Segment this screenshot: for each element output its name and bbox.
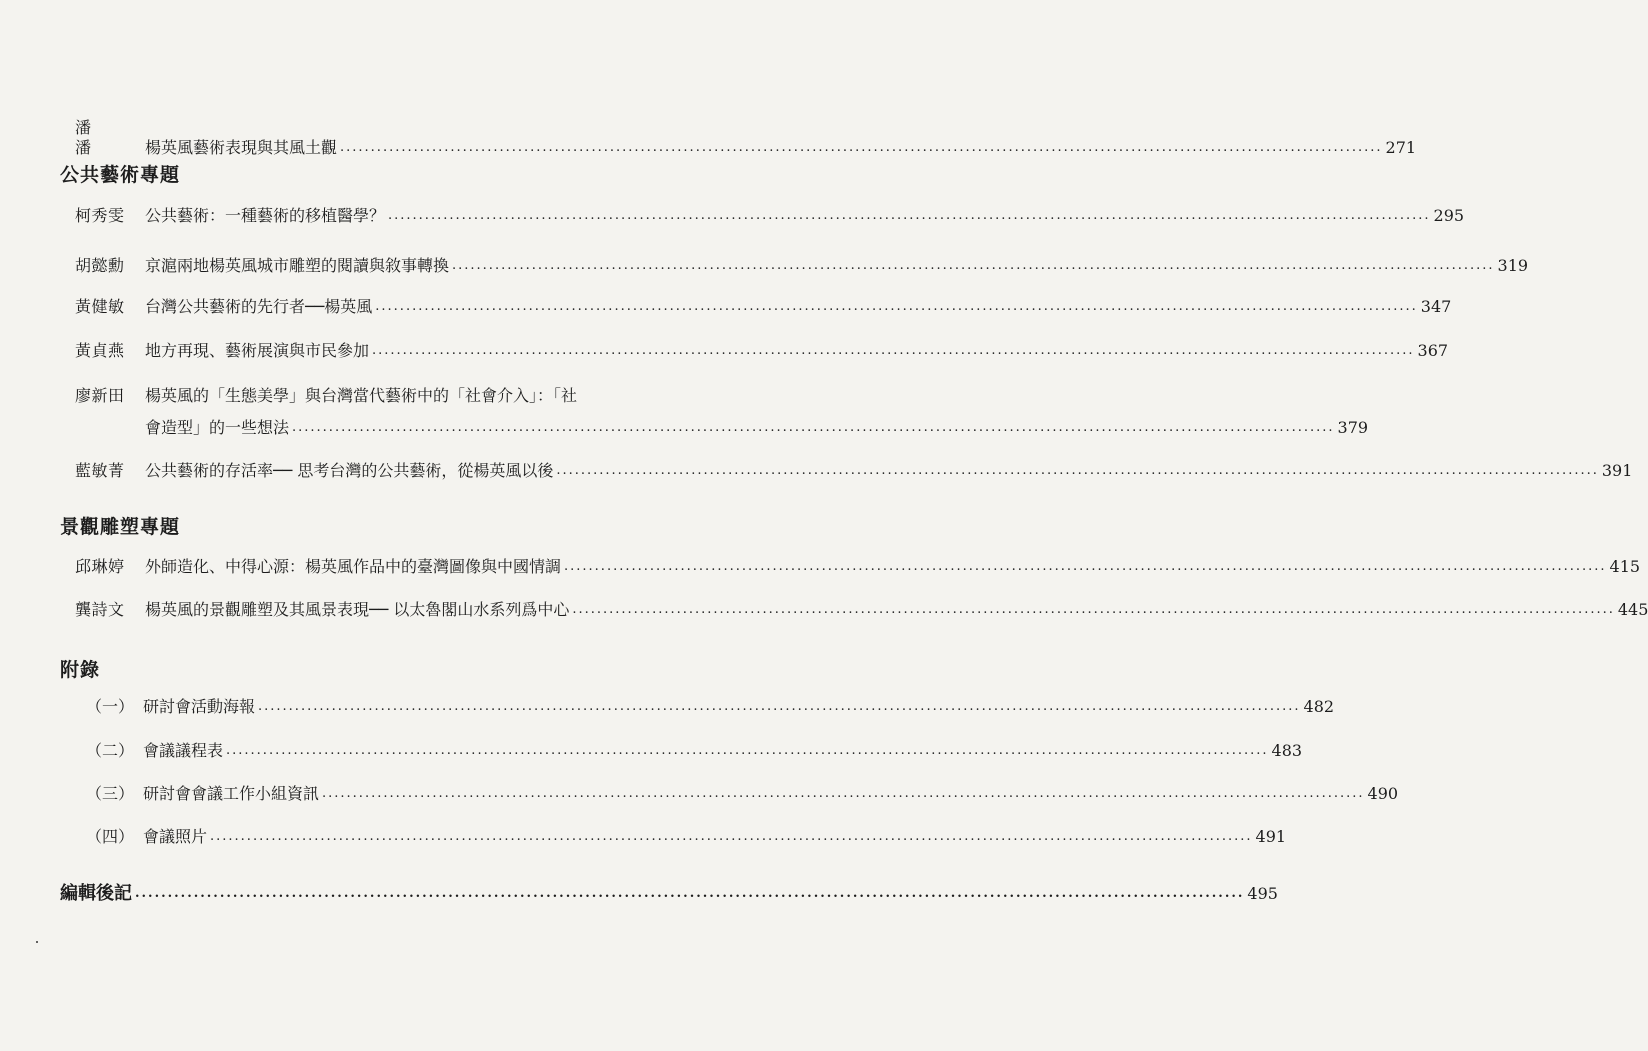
appendix-label: （二）	[85, 741, 134, 760]
entry-author: 龔詩文	[75, 600, 125, 619]
entry-page: 495	[1247, 884, 1278, 903]
entry-title: 京滬兩地楊英風城市雕塑的閱讀與敘事轉換	[145, 256, 450, 275]
entry-page: 379	[1337, 418, 1369, 437]
appendix-label: （三）	[85, 784, 134, 803]
toc-entry[interactable]	[75, 341, 1449, 361]
leader-dots	[452, 256, 1495, 276]
entry-page: 319	[1497, 256, 1529, 275]
entry-title: 地方再現、藝術展演與市民參加	[145, 341, 370, 360]
entry-page: 491	[1255, 827, 1287, 846]
entry-author: 黃貞燕	[75, 341, 125, 360]
entry-title-line-2: 會造型」的一些想法	[145, 418, 290, 437]
appendix-entry[interactable]	[75, 784, 1399, 804]
leader-dots	[258, 697, 1301, 717]
section-heading: 景觀雕塑專題	[60, 516, 181, 538]
entry-page: 295	[1433, 206, 1465, 225]
entry-page: 482	[1303, 697, 1335, 716]
entry-title: 公共藝術：一種藝術的移植醫學？	[145, 206, 386, 225]
toc-entry[interactable]	[75, 557, 1641, 577]
section-heading: 公共藝術專題	[60, 164, 181, 186]
leader-dots	[556, 461, 1599, 481]
entry-title: 楊英風藝術表現與其風土觀	[145, 138, 338, 157]
entry-author: 胡懿勳	[75, 256, 125, 275]
toc-entry[interactable]	[75, 118, 1417, 158]
entry-title: 公共藝術的存活率── 思考台灣的公共藝術，從楊英風以後	[145, 461, 554, 480]
entry-page: 415	[1609, 557, 1641, 576]
leader-dots	[372, 341, 1415, 361]
entry-page: 445	[1617, 600, 1648, 619]
entry-title: 台灣公共藝術的先行者──楊英風	[145, 297, 373, 316]
appendix-entry[interactable]	[75, 827, 1287, 847]
entry-page: 490	[1367, 784, 1399, 803]
appendix-entry[interactable]	[75, 697, 1335, 717]
ink-speck	[36, 941, 38, 943]
entry-title: 研討會會議工作小組資訊	[143, 784, 320, 803]
postscript-entry[interactable]	[60, 883, 1278, 904]
entry-author: 潘 潘	[75, 118, 128, 157]
entry-title: 會議議程表	[143, 741, 224, 760]
leader-dots	[564, 557, 1607, 577]
entry-page: 391	[1601, 461, 1633, 480]
entry-author: 藍敏菁	[75, 461, 125, 480]
leader-dots	[226, 741, 1269, 761]
leader-dots	[292, 418, 1335, 438]
leader-dots	[572, 600, 1615, 620]
entry-author: 邱琳婷	[75, 557, 125, 576]
leader-dots	[322, 784, 1365, 804]
entry-title: 外師造化、中得心源：楊英風作品中的臺灣圖像與中國情調	[145, 557, 562, 576]
section-heading: 附錄	[60, 659, 101, 681]
entry-page: 367	[1417, 341, 1449, 360]
postscript-title: 編輯後記	[60, 883, 132, 904]
toc-entry[interactable]	[75, 600, 1648, 620]
toc-entry[interactable]	[75, 256, 1529, 276]
toc-entry[interactable]	[75, 206, 1465, 226]
appendix-label: （一）	[85, 697, 134, 716]
appendix-label: （四）	[85, 827, 134, 846]
entry-author: 廖新田	[75, 386, 125, 405]
entry-title: 研討會活動海報	[143, 697, 256, 716]
entry-title: 楊英風的景觀雕塑及其風景表現── 以太魯閣山水系列爲中心	[145, 600, 570, 619]
leader-dots	[210, 827, 1253, 847]
entry-author: 柯秀雯	[75, 206, 125, 225]
leader-dots	[388, 206, 1431, 226]
entry-page: 271	[1385, 138, 1417, 157]
toc-entry[interactable]	[75, 297, 1452, 317]
entry-title-line-1: 楊英風的「生態美學」與台灣當代藝術中的「社會介入」：「社	[145, 386, 578, 405]
entry-page: 347	[1420, 297, 1452, 316]
leader-dots	[135, 884, 1244, 904]
leader-dots	[375, 297, 1418, 317]
leader-dots	[340, 138, 1383, 158]
toc-entry[interactable]	[75, 386, 1369, 438]
appendix-entry[interactable]	[75, 741, 1303, 761]
entry-page: 483	[1271, 741, 1303, 760]
toc-entry[interactable]	[75, 461, 1633, 481]
entry-title: 會議照片	[143, 827, 208, 846]
entry-author: 黃健敏	[75, 297, 125, 316]
